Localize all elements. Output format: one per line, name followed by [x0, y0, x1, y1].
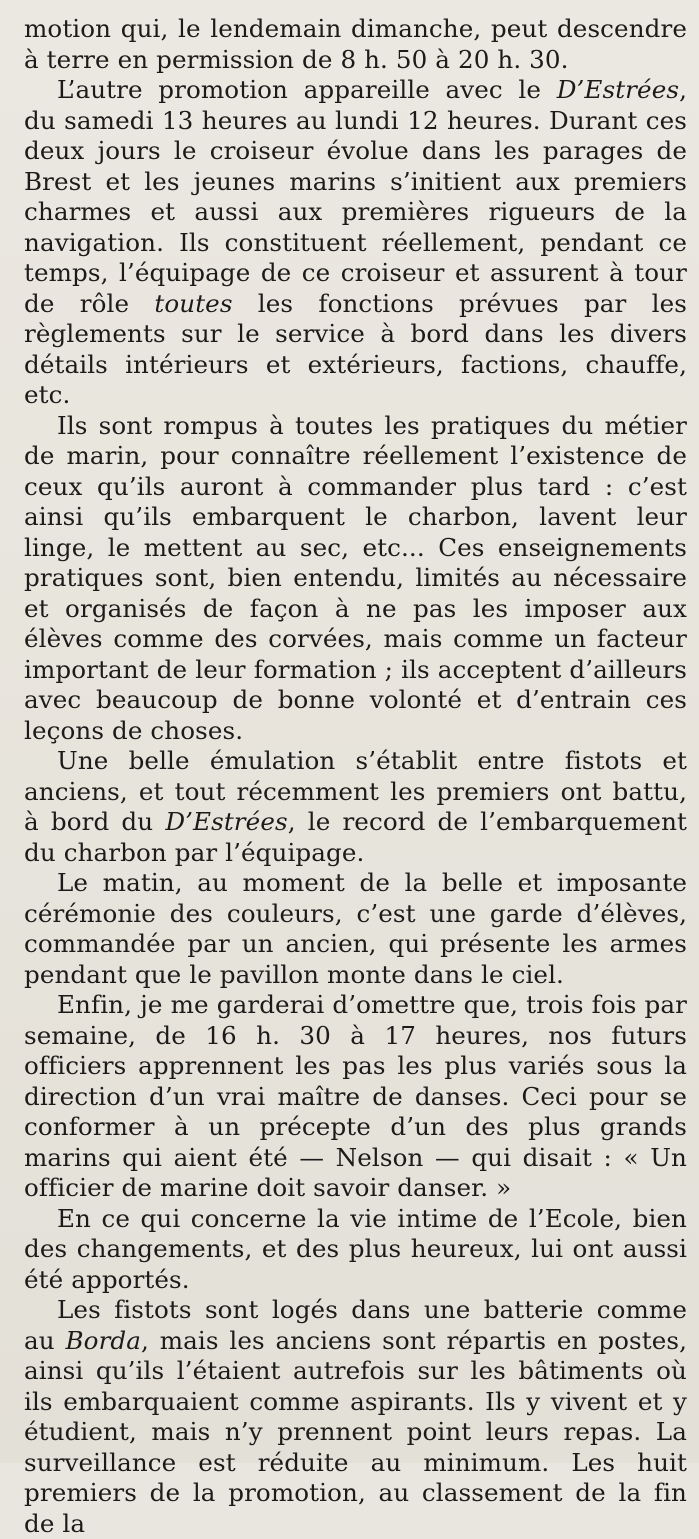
text-run: Ils sont rompus à toutes les pratiques du métier de marin, pour connaître réellement l’existence de ceux qu’ils auront à commander plus tard : c’est ainsi qu’ils embarquent le charbon, lavent leur linge, le mettent au sec, etc... Ces enseignements pratiques sont, bien entendu, limités au nécessaire et organisés de façon à ne pas les imposer aux élèves comme des corvées, mais comme un facteur important de leur formation ; ils acceptent d’ailleurs avec beaucoup de bonne volonté et d’entrain ces leçons de choses. — [24, 410, 687, 745]
text-run: , le record de l’embarquement du charbon par l’équipage. — [24, 807, 687, 867]
text-run: , mais les anciens sont répartis en postes, ainsi qu’ils l’étaient autrefois sur les bâtiments où ils embarquaient comme aspirants. Ils y vivent et y étudient, mais n’y prennent point leurs repas. La surveillance est réduite au minimum. Les huit premiers de la promotion, au classement de la fin de la — [24, 1325, 687, 1538]
paragraph — [24, 411, 687, 747]
text-run: Une belle émulation s’établit entre fistots et anciens, et tout récemment les premiers ont battu, à bord du — [24, 746, 687, 836]
paragraph — [24, 75, 687, 411]
paragraph — [24, 1295, 687, 1539]
paragraph — [24, 1204, 687, 1296]
paragraph — [24, 868, 687, 990]
paragraph — [24, 746, 687, 868]
text-run: les fonctions prévues par les règlements sur le service à bord dans les divers détails intérieurs et extérieurs, factions, chauffe, etc. — [24, 288, 687, 409]
text-run: Les fistots sont logés dans une batterie comme au — [24, 1295, 687, 1355]
body-text — [24, 14, 687, 1539]
text-run: , du samedi 13 heures au lundi 12 heures. Durant ces deux jours le croiseur évolue dans les parages de Brest et les jeunes marins s’initient aux premiers charmes et aussi aux premières rigueurs de la navigation. Ils constituent réellement, pendant ce temps, l’équipage de ce croiseur et assurent à tour de rôle — [24, 75, 687, 318]
italic-text: D’Estrées — [556, 75, 680, 104]
paragraph — [24, 990, 687, 1204]
text-run: L’autre promotion appareille avec le — [57, 75, 557, 104]
text-run: Enfin, je me garderai d’omettre que, trois fois par semaine, de 16 h. 30 à 17 heures, nos futurs officiers apprennent les pas les plus variés sous la direction d’un vrai maître de danses. Ceci pour se conformer à un précepte d’un des plus grands marins qui aient été — Nelson — qui disait : « Un officier de marine doit savoir danser. » — [24, 990, 687, 1202]
text-run: motion qui, le lendemain dimanche, peut descendre à terre en permission de 8 h. 50 à 20 h. 30. — [24, 14, 687, 74]
italic-text: toutes — [154, 288, 233, 318]
text-run: Le matin, au moment de la belle et imposante cérémonie des couleurs, c’est une garde d’élèves, commandée par un ancien, qui présente les armes pendant que le pavillon monte dans le ciel. — [24, 868, 687, 989]
text-run: En ce qui concerne la vie intime de l’Ecole, bien des changements, et des plus heureux, lui ont aussi été apportés. — [24, 1203, 687, 1294]
paragraph — [24, 14, 687, 75]
italic-text: D’Estrées — [165, 807, 288, 836]
italic-text: Borda — [65, 1325, 142, 1355]
